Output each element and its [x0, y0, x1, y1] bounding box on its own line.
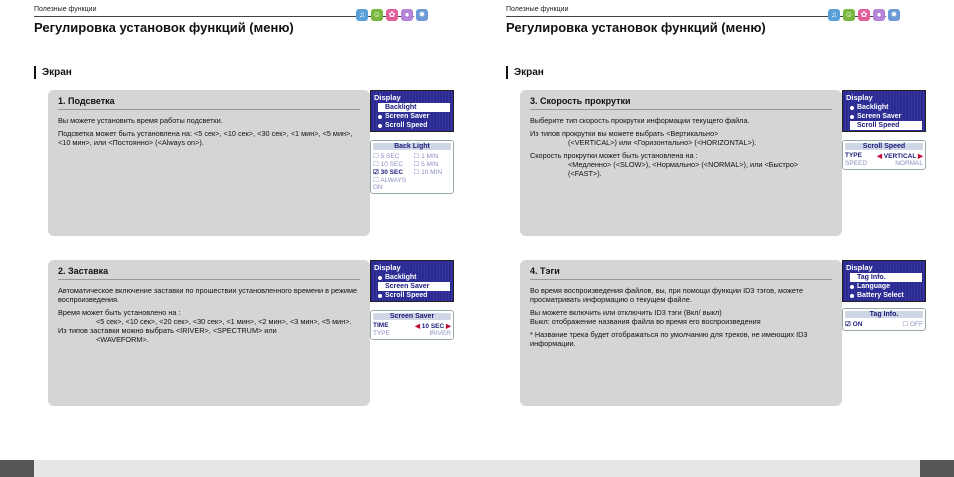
scroll-speed-box: 3. Скорость прокрутки Выберите тип скорость прокрутки информации текущего файла. Из типов прокрутки вы можете выбрать <Вертикально> (<VERTICAL>) или <Горизонтально> (<HORIZONTAL>). Скорость прокрутки может быть установлена на : <Медленно> (<SLOW>), <Нормально> (<NORMAL>), или <Быстро> (<FAST>). [520, 90, 842, 236]
screensaver-box: 2. Заставка Автоматическое включение заставки по прошествии установленного времени в режиме воспроизведения. Время может быть установлено на : <5 сек>, <10 сек>, <20 сек>, <30 сек>, <1 мин>, <2 мин>, <3 мин>, <5 мин>. Из типов заставки можно выбрать <IRIVER>, <SPECTRUM> или <WAVEFORM>. [48, 260, 370, 406]
music-icon: ♫ [356, 9, 368, 21]
gear-icon: ✹ [888, 9, 900, 21]
section-heading: Экран [34, 66, 72, 79]
backlight-submenu: Back Light ☐ 5 SEC ☐ 1 MIN ☐ 10 SEC ☐ 5 MIN ☑ 30 SEC ☐ 10 MIN ☐ ALWAYS ON [370, 140, 454, 194]
right-page: Полезные функции ♫ ☺ ✿ ● ✹ Регулировка установок функций (меню) Экран 3. Скорость прокрутки Выберите тип скорость прокрутки информации текущего файла. Из типов прокрутки вы можете выбрать <Вертикально> (<VERTICAL>) или <Горизонтально> (<HORIZONTAL>). Скорость прокрутки может быть установлена на : <Медленно> (<SLOW>), <Нормально> (<NORMAL>), или <Быстро> (<FAST>). Display Backlight Screen Saver Scroll Speed Scroll Speed TYPE ◀ VERTICAL ▶ SPEED NORMAL 4. Тэги Во время воспроизведения файлов, вы, при помощи функции ID3 тэгов, можете просматривать информацию о текущем файле. Вы можете включить или отключить ID3 тэги (Вкл/ выкл) Выкл: отображение названия файла во время его воспроизведения * Название трека будет отображаться по умолчанию для треков, не имеющих ID3 информации. Display Tag Info. Language Battery Select Tag Info. ☑ ON ☐ OFF [490, 0, 950, 477]
music-icon: ♫ [828, 9, 840, 21]
page-title: Регулировка установок функций (меню) [506, 20, 766, 35]
tags-box: 4. Тэги Во время воспроизведения файлов, вы, при помощи функции ID3 тэгов, можете просматривать информацию о текущем файле. Вы можете включить или отключить ID3 тэги (Вкл/ выкл) Выкл: отображение названия файла во время его воспроизведения * Название трека будет отображаться по умолчанию для треков, не имеющих ID3 информации. [520, 260, 842, 406]
page-title: Регулировка установок функций (меню) [34, 20, 294, 35]
section-heading: Экран [506, 66, 544, 79]
smile-icon: ☺ [372, 10, 382, 19]
left-page [18, 0, 478, 477]
footer-bar [0, 460, 954, 477]
screensaver-submenu: Screen Saver TIME ◀ 10 SEC ▶ TYPE IRIVER [370, 310, 454, 340]
balloon-icon: ● [873, 9, 885, 21]
footer-tab-left [0, 460, 34, 477]
smile-icon: ☺ [844, 10, 854, 19]
display-menu-screen-3: Display Backlight Screen Saver Scroll Speed [842, 90, 926, 132]
flower-icon: ✿ [858, 9, 870, 21]
balloon-icon: ● [401, 9, 413, 21]
scroll-speed-submenu: Scroll Speed TYPE ◀ VERTICAL ▶ SPEED NORMAL [842, 140, 926, 170]
display-menu-screen-4: Display Tag Info. Language Battery Select [842, 260, 926, 302]
display-menu-screen: Display Backlight Screen Saver Scroll Speed [370, 90, 454, 132]
box-heading: 1. Подсветка [58, 96, 360, 110]
header-icons [828, 9, 900, 21]
gear-icon: ✹ [416, 9, 428, 21]
footer-tab-right [920, 460, 954, 477]
backlight-box: 1. Подсветка Вы можете установить время работы подсветки. Подсветка может быть установлена на: <5 сек>, <10 сек>, <30 сек>, <1 мин>, <5 мин>, <10 мин>, или <Постоянно> (<Always on>). [48, 90, 370, 236]
tag-info-submenu: Tag Info. ☑ ON ☐ OFF [842, 308, 926, 331]
header-small: Полезные функции [34, 6, 97, 13]
display-menu-screen-2: Display Backlight Screen Saver Scroll Speed [370, 260, 454, 302]
flower-icon: ✿ [386, 9, 398, 21]
header-icons [356, 9, 428, 21]
